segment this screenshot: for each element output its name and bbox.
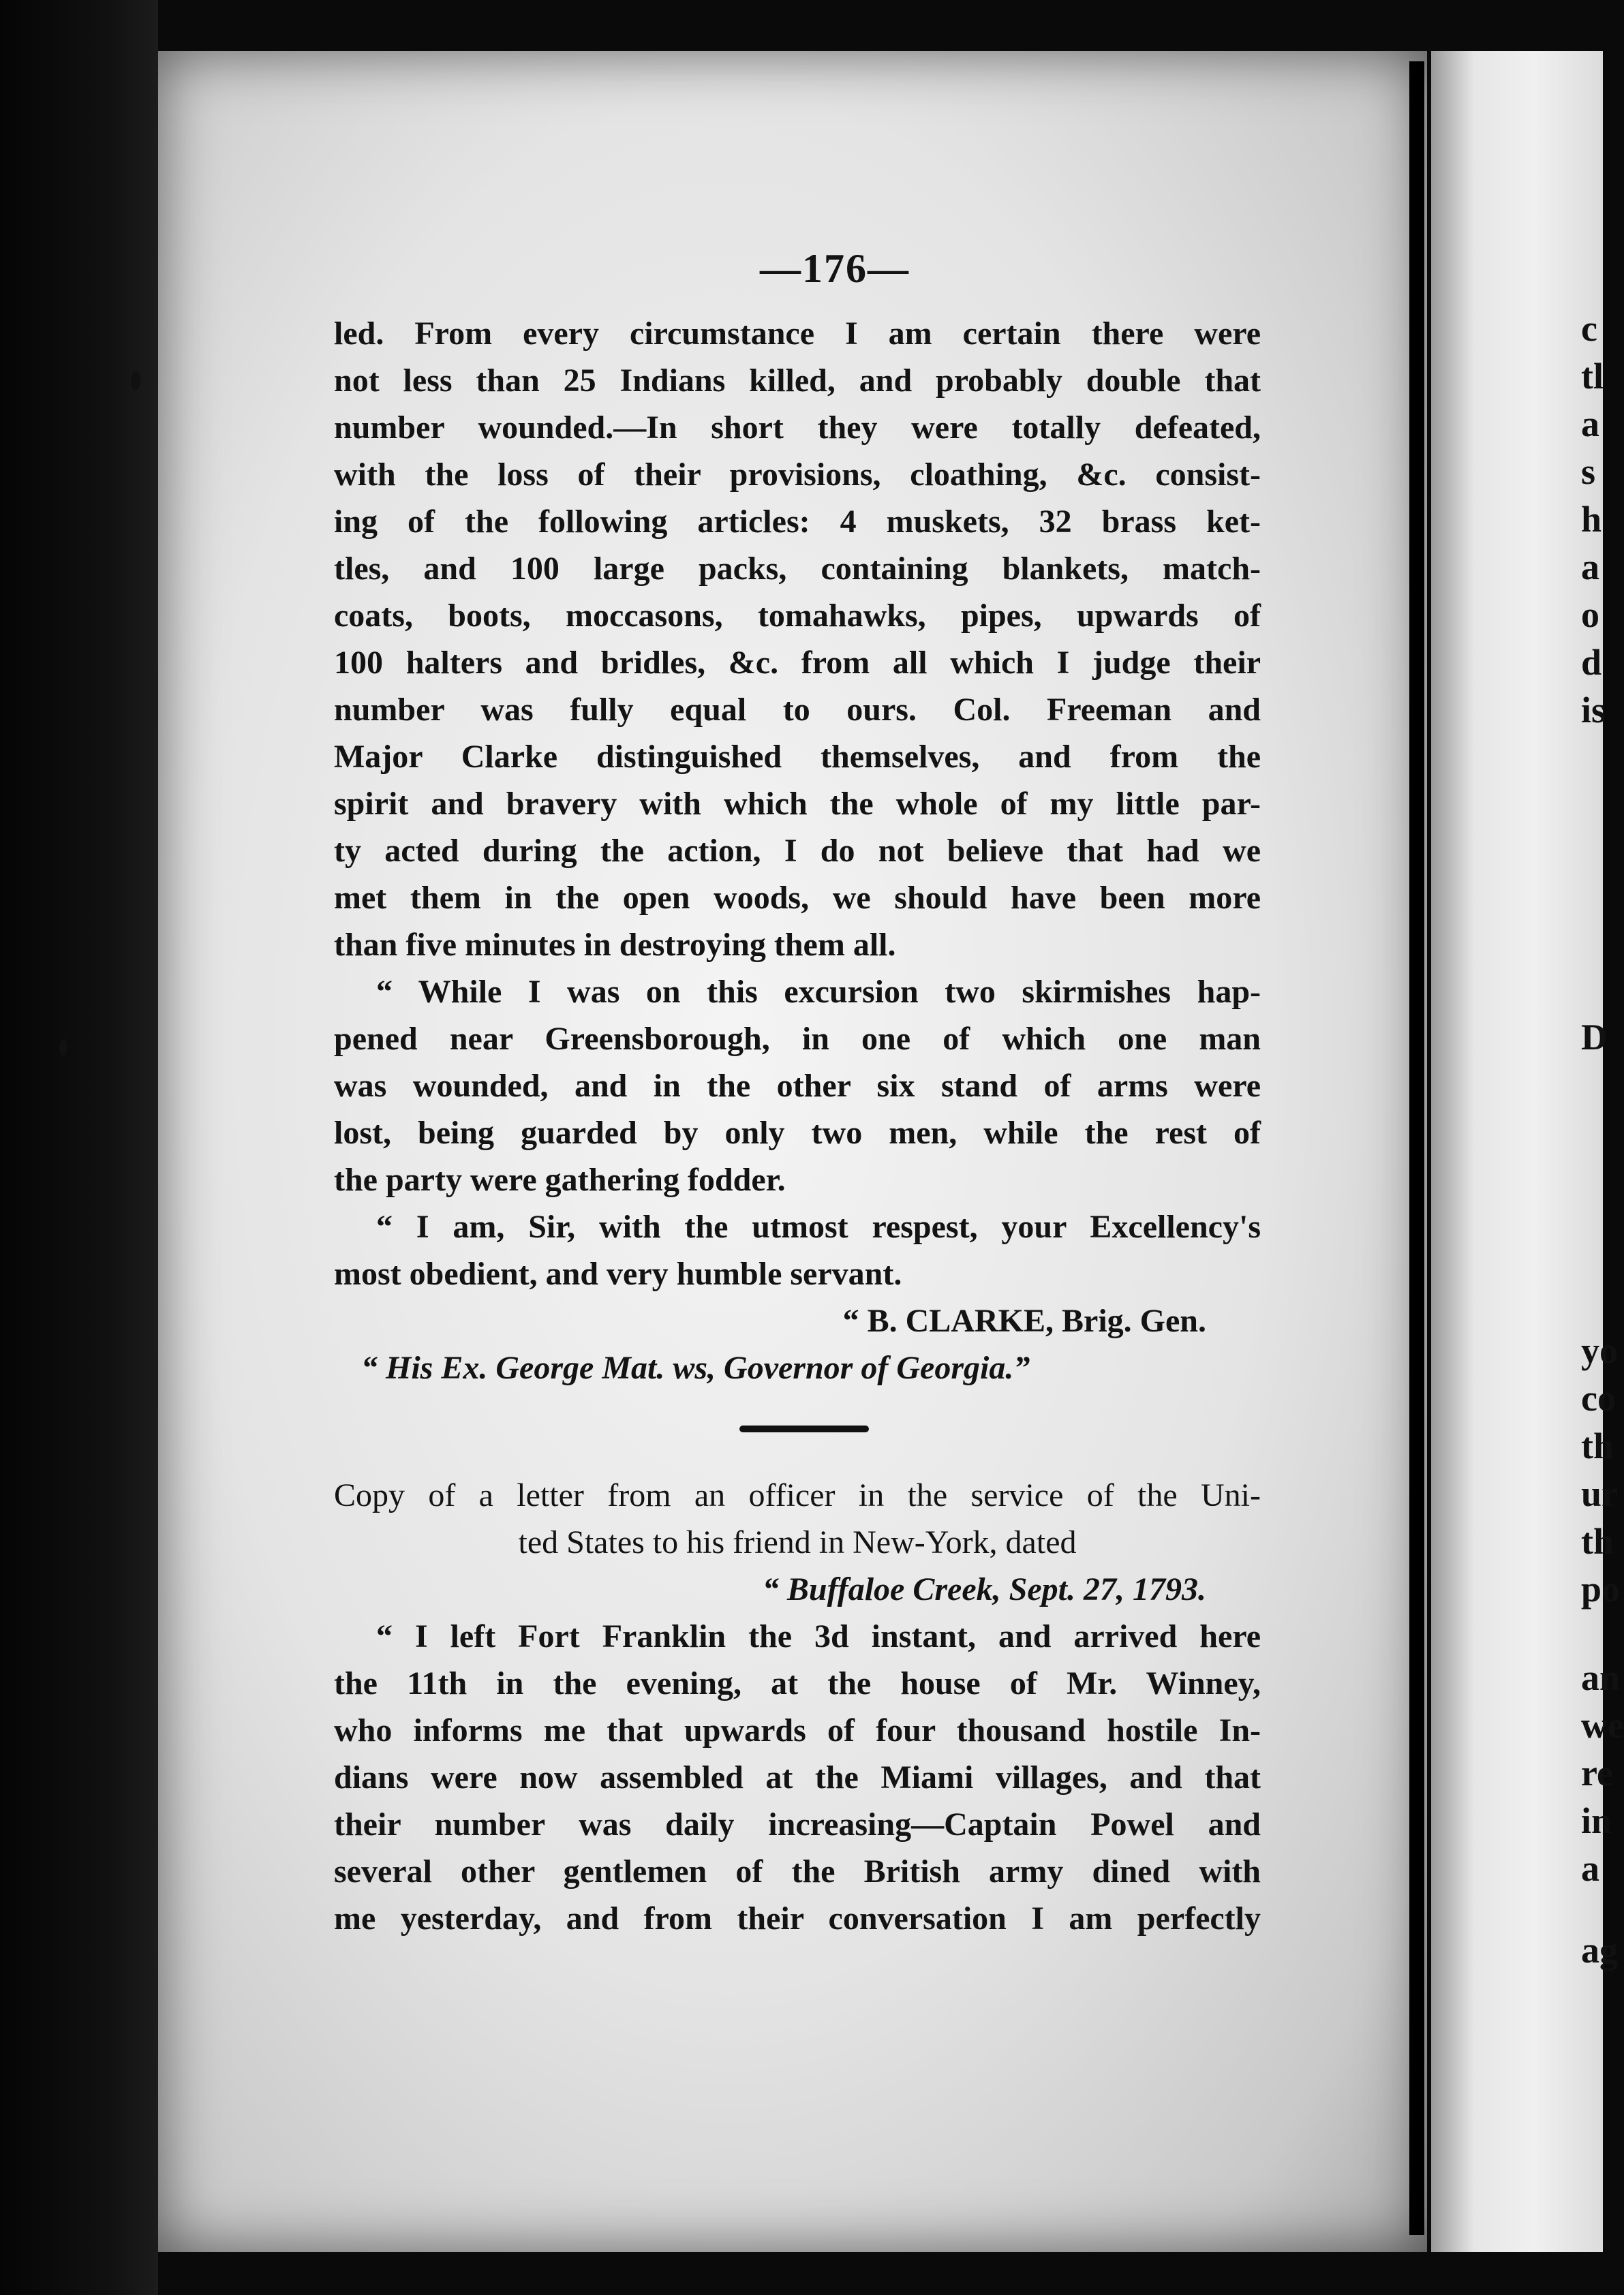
text-line: most obedient, and very humble servant.: [334, 1256, 902, 1292]
text-line: tles, and 100 large packs, containing blankets, match-: [334, 551, 1261, 587]
facing-fragment: is: [1581, 690, 1606, 730]
text-line: Major Clarke distinguished themselves, and from the: [334, 739, 1261, 775]
facing-fragment: we: [1581, 1705, 1624, 1746]
facing-fragment: a: [1581, 546, 1599, 587]
text-line: ing of the following articles: 4 muskets, 32 brass ket-: [334, 504, 1261, 540]
section-divider: [739, 1426, 869, 1432]
facing-fragment: d: [1581, 642, 1602, 683]
facing-fragment: re: [1581, 1753, 1613, 1793]
text-line: than five minutes in destroying them all.: [334, 927, 896, 963]
facing-fragment: h: [1581, 499, 1602, 540]
text-line: “ I left Fort Franklin the 3d instant, and arrived here: [376, 1618, 1261, 1654]
text-line: spirit and bravery with which the whole of my little par-: [334, 786, 1261, 822]
text-line: with the loss of their provisions, cloathing, &c. consist-: [334, 457, 1261, 493]
page-gutter: [1409, 61, 1424, 2235]
page-text: [334, 245, 1261, 1942]
facing-fragment: tl: [1581, 356, 1604, 397]
text-line: number wounded.—In short they were totally defeated,: [334, 410, 1261, 446]
page-number: —176—: [760, 246, 910, 291]
facing-fragment: th: [1581, 1521, 1614, 1562]
text-line: not less than 25 Indians killed, and probably double that: [334, 363, 1261, 399]
facing-fragment: a: [1581, 403, 1599, 444]
text-line: led. From every circumstance I am certain there were: [334, 315, 1261, 352]
text-line: coats, boots, moccasons, tomahawks, pipes, upwards of: [334, 598, 1261, 634]
dateline: “ Buffaloe Creek, Sept. 27, 1793.: [762, 1571, 1206, 1607]
film-border: [0, 0, 158, 2295]
facing-fragment: ag: [1581, 1930, 1618, 1971]
addressee: “ His Ex. George Mat. ws, Governor of Georgia.”: [361, 1350, 1030, 1386]
text-line: was wounded, and in the other six stand of arms were: [334, 1068, 1261, 1104]
facing-fragment: ur: [1581, 1473, 1618, 1514]
facing-fragment: po: [1581, 1569, 1621, 1609]
signature: “ B. CLARKE, Brig. Gen.: [842, 1303, 1206, 1339]
text-line: “ I am, Sir, with the utmost respest, your Excellency's: [376, 1209, 1261, 1245]
text-line: 100 halters and bridles, &c. from all which I judge their: [334, 645, 1261, 681]
text-line: their number was daily increasing—Captain Powel and: [334, 1806, 1261, 1843]
facing-fragment: D: [1581, 1017, 1608, 1058]
text-line: dians were now assembled at the Miami villages, and that: [334, 1759, 1261, 1796]
text-line: the party were gathering fodder.: [334, 1162, 786, 1198]
facing-fragment: c: [1581, 308, 1597, 349]
text-line: “ While I was on this excursion two skirmishes hap-: [376, 974, 1261, 1010]
text-line: ty acted during the action, I do not believe that had we: [334, 833, 1261, 869]
facing-fragment: a: [1581, 1848, 1599, 1889]
scan-speck: [59, 1039, 67, 1056]
text-line: the 11th in the evening, at the house of Mr. Winney,: [334, 1665, 1261, 1701]
facing-page-edge: [1431, 51, 1624, 2252]
facing-fragment: th: [1581, 1426, 1614, 1466]
facing-fragment: an: [1581, 1657, 1621, 1698]
letter-heading: ted States to his friend in New-York, dated: [518, 1524, 1077, 1560]
text-line: met them in the open woods, we should have been more: [334, 880, 1261, 916]
text-line: who informs me that upwards of four thousand hostile In-: [334, 1712, 1261, 1749]
text-line: several other gentlemen of the British army dined with: [334, 1853, 1261, 1890]
scan-speck: [131, 371, 140, 390]
text-line: pened near Greensborough, in one of which one man: [334, 1021, 1261, 1057]
facing-fragment: in: [1581, 1800, 1612, 1841]
text-line: me yesterday, and from their conversation I am perfectly: [334, 1900, 1261, 1937]
text-line: number was fully equal to ours. Col. Freeman and: [334, 692, 1261, 728]
facing-fragment: yo: [1581, 1330, 1618, 1371]
facing-fragment: s: [1581, 451, 1596, 492]
facing-fragment: co: [1581, 1378, 1616, 1419]
text-line: lost, being guarded by only two men, while the rest of: [334, 1115, 1261, 1151]
letter-heading: Copy of a letter from an officer in the service of the Uni-: [334, 1477, 1261, 1513]
facing-fragment: o: [1581, 594, 1599, 635]
